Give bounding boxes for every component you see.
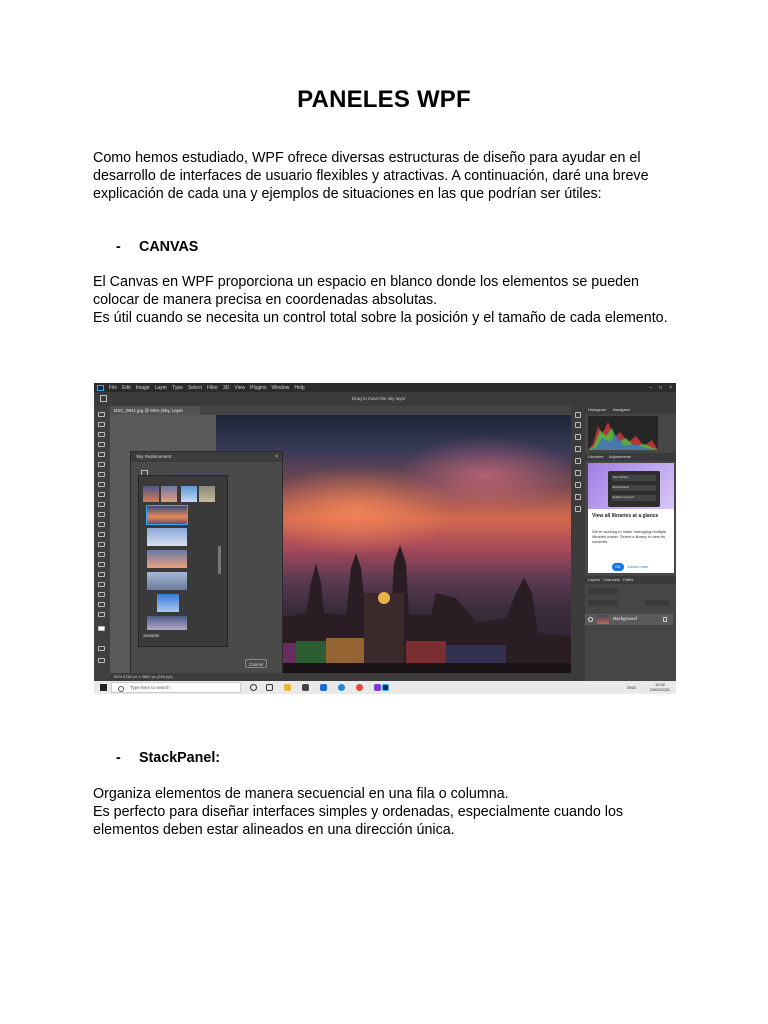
panel-icon [575, 412, 581, 418]
intro-paragraph [93, 150, 693, 203]
sky-thumbnail [147, 572, 187, 590]
mockup-row: Graphic Content [612, 495, 656, 501]
eraser-tool-icon [98, 522, 105, 527]
layer-name: Background [613, 616, 638, 621]
panel-icon [575, 470, 581, 476]
section-heading-canvas [116, 239, 198, 255]
minimize-icon: – [649, 384, 653, 391]
sky-thumbnail [157, 594, 179, 612]
stackpanel-paragraph [93, 786, 693, 839]
taskbar-search: Type here to search [111, 682, 241, 693]
photoshop-screenshot [94, 383, 676, 694]
screen-mode-icon [98, 658, 105, 663]
panel-icon [575, 494, 581, 500]
photoshop-logo-icon [97, 385, 104, 391]
ps-status-bar: 50% 5760 px x 3840 px (240 ppi) [110, 673, 571, 681]
ps-panel-strip [571, 406, 585, 681]
clock-date: 23/02/2021 [649, 687, 670, 692]
ps-menu-item: File [109, 384, 118, 391]
crop-tool-icon [98, 452, 105, 457]
lasso-tool-icon [98, 432, 105, 437]
cortana-icon [250, 684, 257, 691]
ps-menu-item: Plugins [250, 384, 267, 391]
ps-window-controls [649, 383, 672, 392]
chrome-icon [356, 684, 363, 691]
ps-menu-item: Help [294, 384, 305, 391]
sky-preset-picker [138, 475, 228, 647]
move-tool-icon [98, 412, 105, 417]
tab-paths: Paths [623, 577, 634, 582]
dodge-tool-icon [98, 552, 105, 557]
sky-thumbnail [147, 616, 187, 630]
histogram-tabs [585, 406, 676, 414]
stackpanel-line: Organiza elementos de manera secuencial en una fila o columna. [93, 786, 509, 802]
ps-menu-item: 3D [222, 384, 230, 391]
tab-navigator: Navigator [613, 407, 631, 412]
hand-tool-icon [98, 602, 105, 607]
eye-icon [588, 617, 593, 622]
store-icon [302, 684, 309, 691]
sky-thumbnail-selected [147, 506, 187, 524]
heading-text: StackPanel: [139, 750, 221, 766]
scrollbar [218, 546, 221, 574]
layers-tabs [585, 576, 676, 584]
canvas-line: Es útil cuando se necesita un control total sobre la posición y el tamaño de cada elemento. [93, 309, 668, 326]
document-title: PANELES WPF [297, 86, 471, 113]
bullet-dash: - [116, 239, 121, 255]
options-hint: Drag to move the sky layer [352, 396, 406, 401]
canvas-paragraph [93, 274, 713, 327]
sky-thumbnail [147, 550, 187, 568]
ok-button: OK [612, 563, 624, 571]
file-explorer-icon [284, 684, 291, 691]
libraries-card [588, 463, 674, 573]
layer-thumbnail [597, 615, 609, 624]
panel-icon [575, 434, 581, 440]
tab-adjustments: Adjustments [609, 454, 632, 459]
libraries-illustration [588, 463, 674, 509]
marquee-tool-icon [98, 422, 105, 427]
ps-menu-item: Window [271, 384, 290, 391]
zoom-tool-icon [98, 612, 105, 617]
healing-tool-icon [98, 482, 105, 487]
histogram-curves [588, 416, 658, 450]
dialog-title: Sky Replacement [131, 452, 282, 462]
ps-document-tabs [110, 406, 590, 415]
heading-text: CANVAS [139, 239, 199, 255]
libraries-mockup [608, 471, 660, 507]
close-icon: × [275, 454, 278, 460]
libraries-heading: View all libraries at a glance [592, 513, 659, 519]
panel-icon [575, 506, 581, 512]
ps-canvas-area [110, 415, 590, 681]
ps-menu-item: Image [135, 384, 150, 391]
layer-row-background [585, 614, 673, 625]
libraries-body: We're working to make managing multiple libraries easier. Select a library to view its contents. [592, 529, 667, 544]
path-select-icon [98, 582, 105, 587]
panel-icon [575, 422, 581, 428]
ps-menu-item: View [234, 384, 246, 391]
frame-tool-icon [98, 462, 105, 467]
intro-line: desarrollo de interfaces de usuario flexibles y atractivas. A continuación, daré una breve [93, 167, 649, 184]
brush-tool-icon [98, 492, 105, 497]
sky-thumbnail [147, 528, 187, 546]
mockup-row: Your Library [612, 475, 656, 481]
tab-channels: Channels [603, 577, 620, 582]
sky-thumbnail [181, 486, 197, 502]
edge-icon [338, 684, 345, 691]
shape-tool-icon [98, 592, 105, 597]
history-brush-icon [98, 512, 105, 517]
language-indicator: ENG [627, 685, 636, 690]
ps-menu-item: Edit [122, 384, 131, 391]
cancel-button: Cancel [245, 659, 267, 668]
task-view-icon [266, 684, 273, 691]
ps-menu-item: Select [187, 384, 202, 391]
intro-line: Como hemos estudiado, WPF ofrece diversas estructuras de diseño para ayudar en el [93, 150, 641, 166]
blend-mode-select [588, 600, 618, 606]
home-icon [100, 395, 107, 402]
layer-filter [588, 588, 618, 594]
section-heading-stackpanel [116, 750, 220, 766]
eyedropper-tool-icon [98, 472, 105, 477]
gradient-tool-icon [98, 532, 105, 537]
opacity-field [645, 600, 669, 606]
sky-thumbnail [199, 486, 215, 502]
intro-line: explicación de cada una y ejemplos de situaciones en las que podrían ser útiles: [93, 185, 602, 202]
doc-tab: DSC_0841.jpg @ 50% (Sky, Layer [110, 406, 200, 415]
tab-histogram: Histogram [588, 407, 607, 412]
stackpanel-line: Es perfecto para diseñar interfaces simples y ordenadas, especialmente cuando los [93, 803, 624, 820]
foreground-color-icon [98, 626, 105, 631]
close-icon: × [669, 384, 672, 391]
canvas-line: colocar de manera precisa en coordenadas absolutas. [93, 291, 438, 308]
type-tool-icon [98, 572, 105, 577]
mail-icon [320, 684, 327, 691]
pen-tool-icon [98, 562, 105, 567]
panel-icon [575, 482, 581, 488]
select-tool-icon [98, 442, 105, 447]
windows-taskbar [94, 681, 676, 694]
preset-group-label: Sunsets [143, 633, 160, 638]
ps-options-bar [94, 392, 676, 406]
canvas-line: El Canvas en WPF proporciona un espacio en blanco donde los elementos se pueden [93, 274, 640, 290]
bullet-dash: - [116, 750, 121, 766]
histogram-graph [588, 416, 658, 450]
lock-icon [663, 617, 667, 622]
ps-menu-bar [94, 383, 676, 392]
ps-menu-item: Filter [206, 384, 218, 391]
sky-thumbnail [143, 486, 159, 502]
tab-libraries: Libraries [588, 454, 604, 459]
stamp-tool-icon [98, 502, 105, 507]
blur-tool-icon [98, 542, 105, 547]
app-icon [374, 684, 381, 691]
mockup-row: Stock Assets [612, 485, 656, 491]
learn-more-link: Learn more [628, 564, 649, 569]
ps-toolbar [94, 406, 110, 681]
clock-time: 12:52 [654, 682, 665, 687]
windows-start-icon [100, 684, 107, 691]
quick-mask-icon [98, 646, 105, 651]
taskbar-clock [650, 682, 670, 692]
maximize-icon: □ [659, 384, 663, 391]
ps-right-panels [585, 406, 676, 681]
ps-menu-item: Type [172, 384, 183, 391]
sunset-glow [396, 435, 576, 515]
photoshop-taskbar-icon [382, 684, 389, 691]
sky-thumbnail [161, 486, 177, 502]
ps-menu-item: Layer [154, 384, 168, 391]
panel-icon [575, 446, 581, 452]
tab-layers: Layers [588, 577, 601, 582]
panel-icon [575, 458, 581, 464]
libraries-tabs [585, 453, 676, 461]
stackpanel-line: elementos deben estar alineados en una dirección única. [93, 821, 455, 838]
